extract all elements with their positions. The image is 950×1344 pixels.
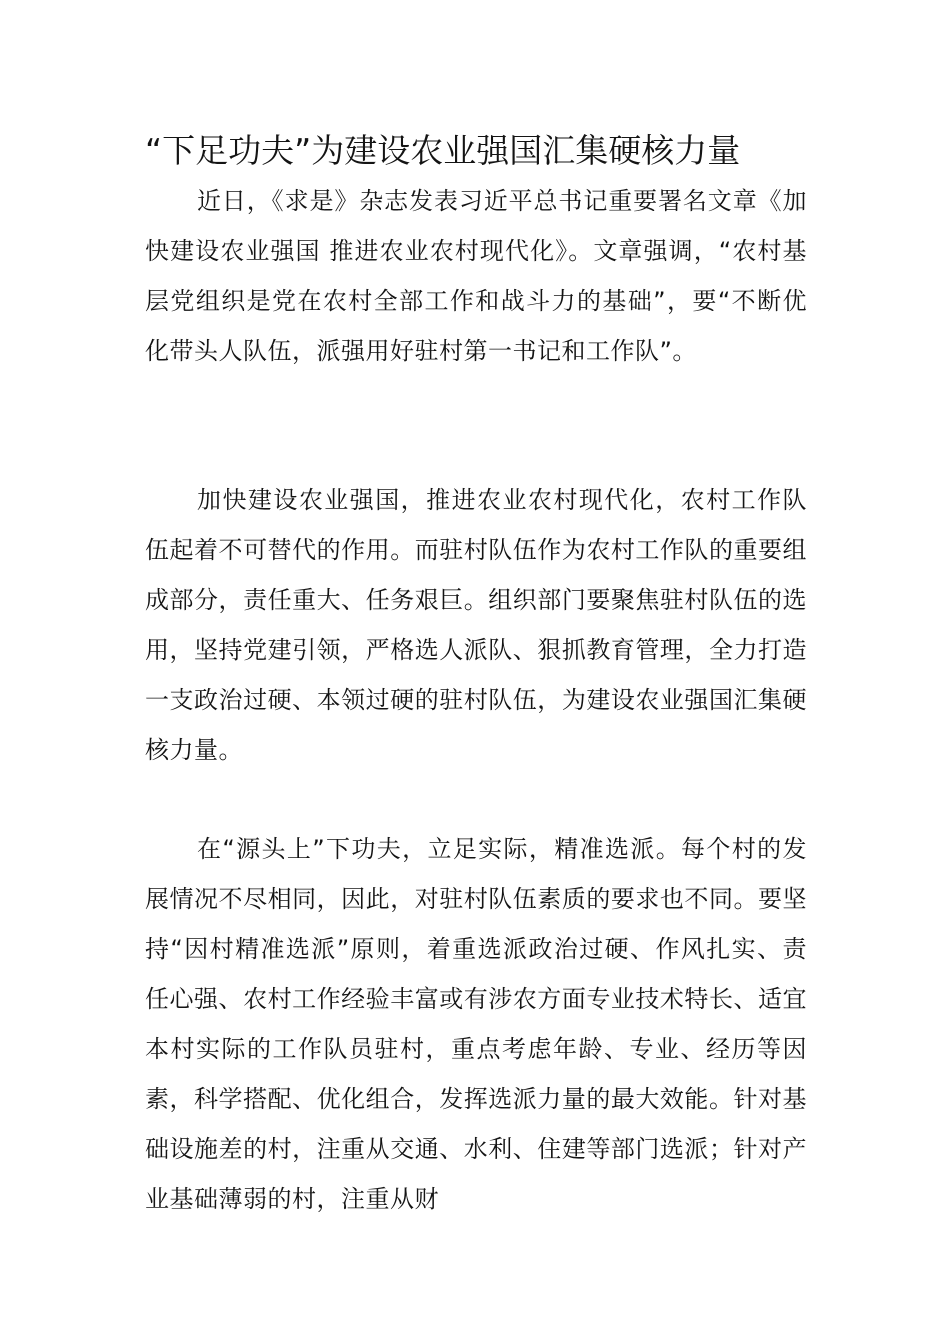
paragraph-intro: 近日，《求是》杂志发表习近平总书记重要署名文章《加快建设农业强国 推进农业农村现代化》。文章强调，“农村基层党组织是党在农村全部工作和战斗力的基础”，要“不断优化带头人队伍，派强用好驻村第一书记和工作队”。 [145, 187, 807, 365]
document-title: “下足功夫”为建设农业强国汇集硬核力量 [145, 131, 741, 170]
paragraph-source-selection: 在“源头上”下功夫，立足实际，精准选派。每个村的发展情况不尽相同，因此，对驻村队伍素质的要求也不同。要坚持“因村精准选派”原则，着重选派政治过硬、作风扎实、责任心强、农村工作经验丰富或有涉农方面专业技术特长、适宜本村实际的工作队员驻村，重点考虑年龄、专业、经历等因素，科学搭配、优化组合，发挥选派力量的最大效能。针对基础设施差的村，注重从交通、水利、住建等部门选派；针对产业基础薄弱的村，注重从财 [145, 835, 807, 1213]
paragraph-main: 加快建设农业强国，推进农业农村现代化，农村工作队伍起着不可替代的作用。而驻村队伍作为农村工作队的重要组成部分，责任重大、任务艰巨。组织部门要聚焦驻村队伍的选用，坚持党建引领，严格选人派队、狠抓教育管理，全力打造一支政治过硬、本领过硬的驻村队伍，为建设农业强国汇集硬核力量。 [145, 486, 807, 764]
